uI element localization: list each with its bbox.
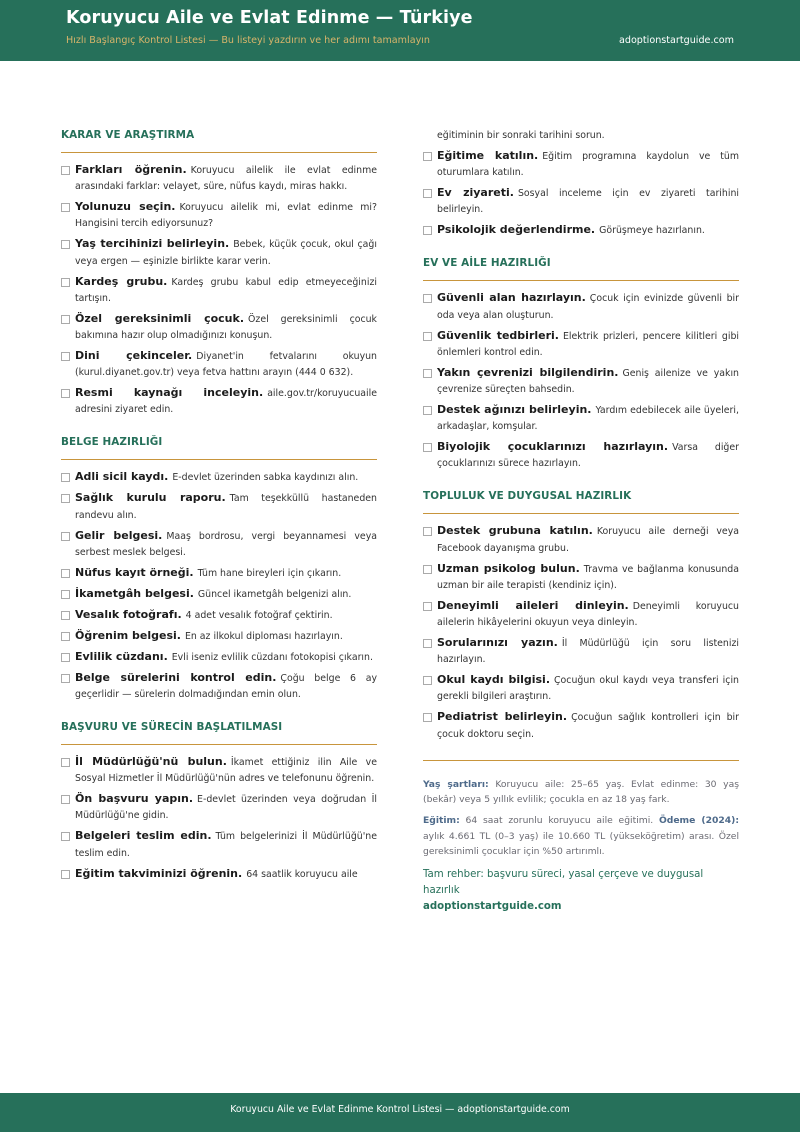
checklist-item: [423, 523, 739, 556]
checklist-item: [61, 311, 377, 344]
checklist-item-title: Ev ziyareti.: [437, 186, 514, 200]
checklist-item-title: Sağlık kurulu raporu.: [75, 491, 226, 505]
checklist-item-description: Yardım edebilecek aile üyeleri, arkadaşlar, komşular.: [437, 405, 739, 433]
checklist-item-title: Vesalık fotoğrafı.: [75, 607, 182, 621]
checklist-karar: [61, 162, 377, 419]
education-text: 64 saat zorunlu koruyucu aile eğitimi.: [465, 815, 654, 827]
checklist-item-description: Travma ve bağlanma konusunda uzman bir aile terapisti (kendiniz için).: [437, 563, 739, 591]
checklist-item-title: Deneyimli aileleri dinleyin.: [437, 598, 629, 612]
age-label: Yaş şartları:: [423, 778, 489, 790]
checklist-item-description: Koruyucu ailelik mi, evlat edinme mi? Hangisini tercih ediyorsunuz?: [75, 202, 378, 230]
checklist-item-title: Gelir belgesi.: [75, 528, 163, 542]
checklist-item-title: Nüfus kayıt örneği.: [75, 565, 194, 579]
checkbox[interactable]: [61, 569, 70, 578]
checklist-item-title: Destek grubuna katılın.: [437, 524, 593, 538]
checkbox[interactable]: [61, 166, 70, 175]
checklist-item: [423, 148, 739, 181]
checklist-item-description: aile.gov.tr/koruyucuaile adresini ziyaret edin.: [75, 388, 377, 416]
checklist-item: [61, 607, 377, 624]
checklist-item: [423, 439, 739, 472]
requirements-notes: [423, 760, 739, 915]
checklist-item: [61, 274, 377, 307]
checklist-item: [61, 348, 377, 381]
checklist-item-title: Destek ağınızı belirleyin.: [437, 403, 592, 417]
checklist-item: [61, 385, 377, 418]
checklist-item-description: Özel gereksinimli çocuk bakımına hazır olup olmadığınızı konuşun.: [75, 313, 377, 342]
checklist-item: [61, 236, 377, 269]
age-text: Koruyucu aile: 25–65 yaş. Evlat edinme: 30 yaş (bekâr) veya 5 yıllık evlilik; çocukla en az 18 yaş fark.: [423, 778, 740, 806]
header-site-link[interactable]: adoptionstartguide.com: [618, 35, 734, 46]
checkbox[interactable]: [61, 758, 70, 767]
checkbox[interactable]: [61, 674, 70, 683]
checklist-item-description: 4 adet vesalık fotoğraf çektirin.: [185, 609, 333, 621]
checklist-item-title: Ön başvuru yapın.: [75, 792, 194, 806]
checkbox[interactable]: [61, 203, 70, 212]
checklist-item-title: İkametgâh belgesi.: [75, 586, 194, 600]
section-heading-basvuru: BAŞVURU VE SÜRECİN BAŞLATILMASI: [61, 720, 377, 745]
guide-text: Tam rehber: başvuru süreci, yasal çerçeve ve duygusal hazırlık: [423, 868, 704, 896]
left-column: [61, 128, 377, 887]
checkbox[interactable]: [423, 369, 432, 378]
checklist-item-description: Koruyucu aile derneği veya Facebook dayanışma grubu.: [437, 526, 739, 554]
checkbox[interactable]: [61, 590, 70, 599]
checklist-item-description: İl Müdürlüğü için soru listenizi hazırlayın.: [437, 638, 739, 666]
checklist-item-title: Yolunuzu seçin.: [75, 200, 176, 214]
checklist-item-title: Belge sürelerini kontrol edin.: [75, 670, 277, 684]
checklist-item-description: Çoğu belge 6 ay geçerlidir — sürelerin dolmadığından emin olun.: [75, 672, 377, 701]
checklist-item: [61, 199, 377, 232]
checkbox[interactable]: [423, 294, 432, 303]
guide-link[interactable]: adoptionstartguide.com: [423, 900, 562, 912]
checkbox[interactable]: [61, 611, 70, 620]
checklist-item-title: Eğitim takviminizi öğrenin.: [75, 866, 243, 880]
checklist-basvuru-continued: [423, 148, 739, 240]
checklist-item: [61, 565, 377, 582]
checkbox[interactable]: [423, 152, 432, 161]
checkbox[interactable]: [423, 713, 432, 722]
checklist-topluluk: [423, 523, 739, 742]
checklist-item-title: Güvenli alan hazırlayın.: [437, 291, 586, 305]
checkbox[interactable]: [61, 352, 70, 361]
checklist-item-description: Koruyucu ailelik ile evlat edinme arasındaki farklar: velayet, süre, nüfus kaydı, miras hakkı.: [75, 165, 377, 193]
checklist-item-description: Varsa diğer çocuklarınızı sürece hazırlayın.: [437, 442, 739, 470]
checklist-item-description: Çocuğun okul kaydı veya transferi için gerekli bilgileri araştırın.: [437, 675, 739, 703]
checklist-item: [61, 866, 377, 883]
checklist-item-description: Geniş ailenize ve yakın çevrenize süreçten bahsedin.: [437, 367, 739, 396]
checklist-continuation-text: eğitiminin bir sonraki tarihini sorun.: [437, 130, 605, 141]
checkbox[interactable]: [61, 870, 70, 879]
page-header: [0, 0, 800, 61]
checklist-item-description: Çocuğun sağlık kontrolleri için bir çocuk doktoru seçin.: [437, 712, 739, 740]
checklist-item: [423, 365, 739, 398]
checklist-item-description: Deneyimli koruyucu ailelerin hikâyelerini okuyun veya dinleyin.: [437, 600, 739, 629]
checkbox[interactable]: [423, 602, 432, 611]
checklist-item: [61, 490, 377, 523]
full-guide-promo: [423, 867, 739, 915]
checklist-item-title: Uzman psikolog bulun.: [437, 561, 580, 575]
checklist-item-description: Bebek, küçük çocuk, okul çağı veya ergen — eşinizle birlikte karar verin.: [75, 239, 377, 267]
checkbox[interactable]: [61, 532, 70, 541]
checkbox[interactable]: [61, 795, 70, 804]
checklist-item-title: Yaş tercihinizi belirleyin.: [75, 237, 230, 251]
checklist-item-description: E-devlet üzerinden sabka kaydınızı alın.: [172, 472, 359, 484]
section-heading-topluluk: TOPLULUK VE DUYGUSAL HAZIRLIK: [423, 489, 739, 514]
checklist-item: [423, 402, 739, 435]
education-payment-note: [423, 813, 739, 860]
checklist-item-title: Okul kaydı bilgisi.: [437, 673, 551, 687]
checkbox[interactable]: [423, 226, 432, 235]
checklist-ev: [423, 290, 739, 472]
checkbox[interactable]: [423, 527, 432, 536]
checklist-item-title: Güvenlik tedbirleri.: [437, 328, 559, 342]
checklist-item: [423, 290, 739, 323]
checklist-item-title: Öğrenim belgesi.: [75, 628, 181, 642]
checklist-item-description: En az ilkokul diploması hazırlayın.: [184, 630, 343, 642]
checklist-belge: [61, 469, 377, 703]
checklist-item-title: Pediatrist belirleyin.: [437, 710, 568, 724]
checkbox[interactable]: [61, 389, 70, 398]
checklist-item: [61, 162, 377, 195]
checklist-item: [423, 598, 739, 631]
checkbox[interactable]: [423, 443, 432, 452]
page-footer: [0, 1093, 800, 1132]
checklist-item-description: 64 saatlik koruyucu aile: [246, 868, 358, 880]
section-heading-karar: KARAR VE ARAŞTIRMA: [61, 128, 377, 153]
checkbox[interactable]: [423, 639, 432, 648]
checklist-item: [423, 561, 739, 594]
checkbox[interactable]: [61, 315, 70, 324]
checkbox[interactable]: [61, 240, 70, 249]
checklist-item: [61, 670, 377, 703]
checklist-item-title: Eğitime katılın.: [437, 149, 539, 162]
checklist-item-title: Dini çekinceler.: [75, 349, 193, 363]
checkbox[interactable]: [423, 406, 432, 415]
checkbox[interactable]: [423, 189, 432, 198]
age-requirements-note: [423, 777, 739, 808]
checklist-item: [61, 791, 377, 824]
checklist-item: [61, 828, 377, 861]
checklist-item: [61, 754, 377, 787]
checklist-item-description: İkamet ettiğiniz ilin Aile ve Sosyal Hizmetler İl Müdürlüğü'nün adres ve telefonunu öğrenin.: [75, 757, 377, 785]
footer-text: Koruyucu Aile ve Evlat Edinme Kontrol Listesi — adoptionstartguide.com: [230, 1104, 570, 1115]
checkbox[interactable]: [61, 832, 70, 841]
checklist-item-description: Kardeş grubu kabul edip etmeyeceğinizi tartışın.: [75, 276, 377, 304]
payment-label: Ödeme (2024):: [658, 815, 740, 827]
checkbox[interactable]: [61, 632, 70, 641]
checkbox[interactable]: [61, 278, 70, 287]
checklist-item-description: Elektrik prizleri, pencere kilitleri gibi önlemleri kontrol edin.: [437, 330, 739, 358]
checklist-item-title: Evlilik cüzdanı.: [75, 649, 168, 663]
checklist-item: [423, 709, 739, 742]
page-subtitle: Hızlı Başlangıç Kontrol Listesi — Bu listeyi yazdırın ve her adımı tamamlayın: [66, 35, 430, 46]
checklist-item-title: Kardeş grubu.: [75, 274, 168, 288]
checklist-item: [423, 328, 739, 361]
checklist-item-title: Farkları öğrenin.: [75, 163, 187, 176]
checklist-item-title: Psikolojik değerlendirme.: [437, 223, 596, 237]
checklist-item-title: Sorularınızı yazın.: [437, 636, 558, 650]
right-column: [423, 128, 739, 915]
checklist-item-description: Tam teşekküllü hastaneden randevu alın.: [75, 493, 377, 521]
checklist-item: [61, 628, 377, 645]
checklist-basvuru: [61, 754, 377, 883]
checklist-item: [423, 635, 739, 668]
checklist-item-description: Tüm hane bireyleri için çıkarın.: [197, 567, 342, 579]
checklist-item-description: Maaş bordrosu, vergi beyannamesi veya serbest meslek belgesi.: [75, 530, 377, 558]
checkbox[interactable]: [423, 332, 432, 341]
payment-text: aylık 4.661 TL (0–3 yaş) ile 10.660 TL (yükseköğretim) arası. Özel gereksinimli çocuklar için %50 artırımlı.: [423, 830, 739, 858]
education-label: Eğitim:: [423, 815, 460, 827]
checklist-item: [61, 586, 377, 603]
checklist-item-description: Çocuk için evinizde güvenli bir oda veya alan oluşturun.: [437, 293, 739, 321]
checklist-item-description: Evli iseniz evlilik cüzdanı fotokopisi çıkarın.: [171, 651, 373, 663]
checklist-item: [423, 222, 739, 239]
checkbox[interactable]: [423, 565, 432, 574]
checklist-item-description: Güncel ikametgâh belgenizi alın.: [197, 588, 352, 600]
checklist-item: [423, 185, 739, 218]
checkbox[interactable]: [61, 494, 70, 503]
checklist-item-description: Tüm belgelerinizi İl Müdürlüğü'ne teslim edin.: [75, 831, 377, 859]
checklist-item-title: Adli sicil kaydı.: [75, 470, 169, 484]
checklist-item-description: Eğitim programına kaydolun ve tüm oturumlara katılın.: [437, 151, 740, 179]
checklist-item-title: Yakın çevrenizi bilgilendirin.: [437, 365, 619, 379]
checkbox[interactable]: [423, 676, 432, 685]
page-title: Koruyucu Aile ve Evlat Edinme — Türkiye: [66, 8, 473, 28]
checklist-item: [61, 528, 377, 561]
checklist-item-title: Biyolojik çocuklarınızı hazırlayın.: [437, 440, 669, 454]
checklist-item-title: Özel gereksinimli çocuk.: [75, 311, 245, 325]
checkbox[interactable]: [61, 473, 70, 482]
checklist-item: [61, 469, 377, 486]
checklist-item-description: Sosyal inceleme için ev ziyareti tarihini belirleyin.: [437, 188, 739, 216]
section-heading-belge: BELGE HAZIRLIĞI: [61, 435, 377, 460]
checklist-item-description: E-devlet üzerinden veya doğrudan İl Müdürlüğü'ne gidin.: [75, 794, 377, 822]
checklist-item-description: Görüşmeye hazırlanın.: [599, 225, 705, 237]
checklist-item-title: Resmi kaynağı inceleyin.: [75, 386, 264, 400]
checklist-item-title: Belgeleri teslim edin.: [75, 829, 212, 843]
checklist-item-title: İl Müdürlüğü'nü bulun.: [75, 755, 227, 769]
checkbox[interactable]: [61, 653, 70, 662]
checklist-item: [423, 672, 739, 705]
section-heading-ev: EV VE AİLE HAZIRLIĞI: [423, 256, 739, 281]
checklist-item: [61, 649, 377, 666]
checklist-item-description: Diyanet'in fetvalarını okuyun (kurul.diyanet.gov.tr) veya fetva hattını arayın (444 0 632).: [75, 351, 377, 379]
